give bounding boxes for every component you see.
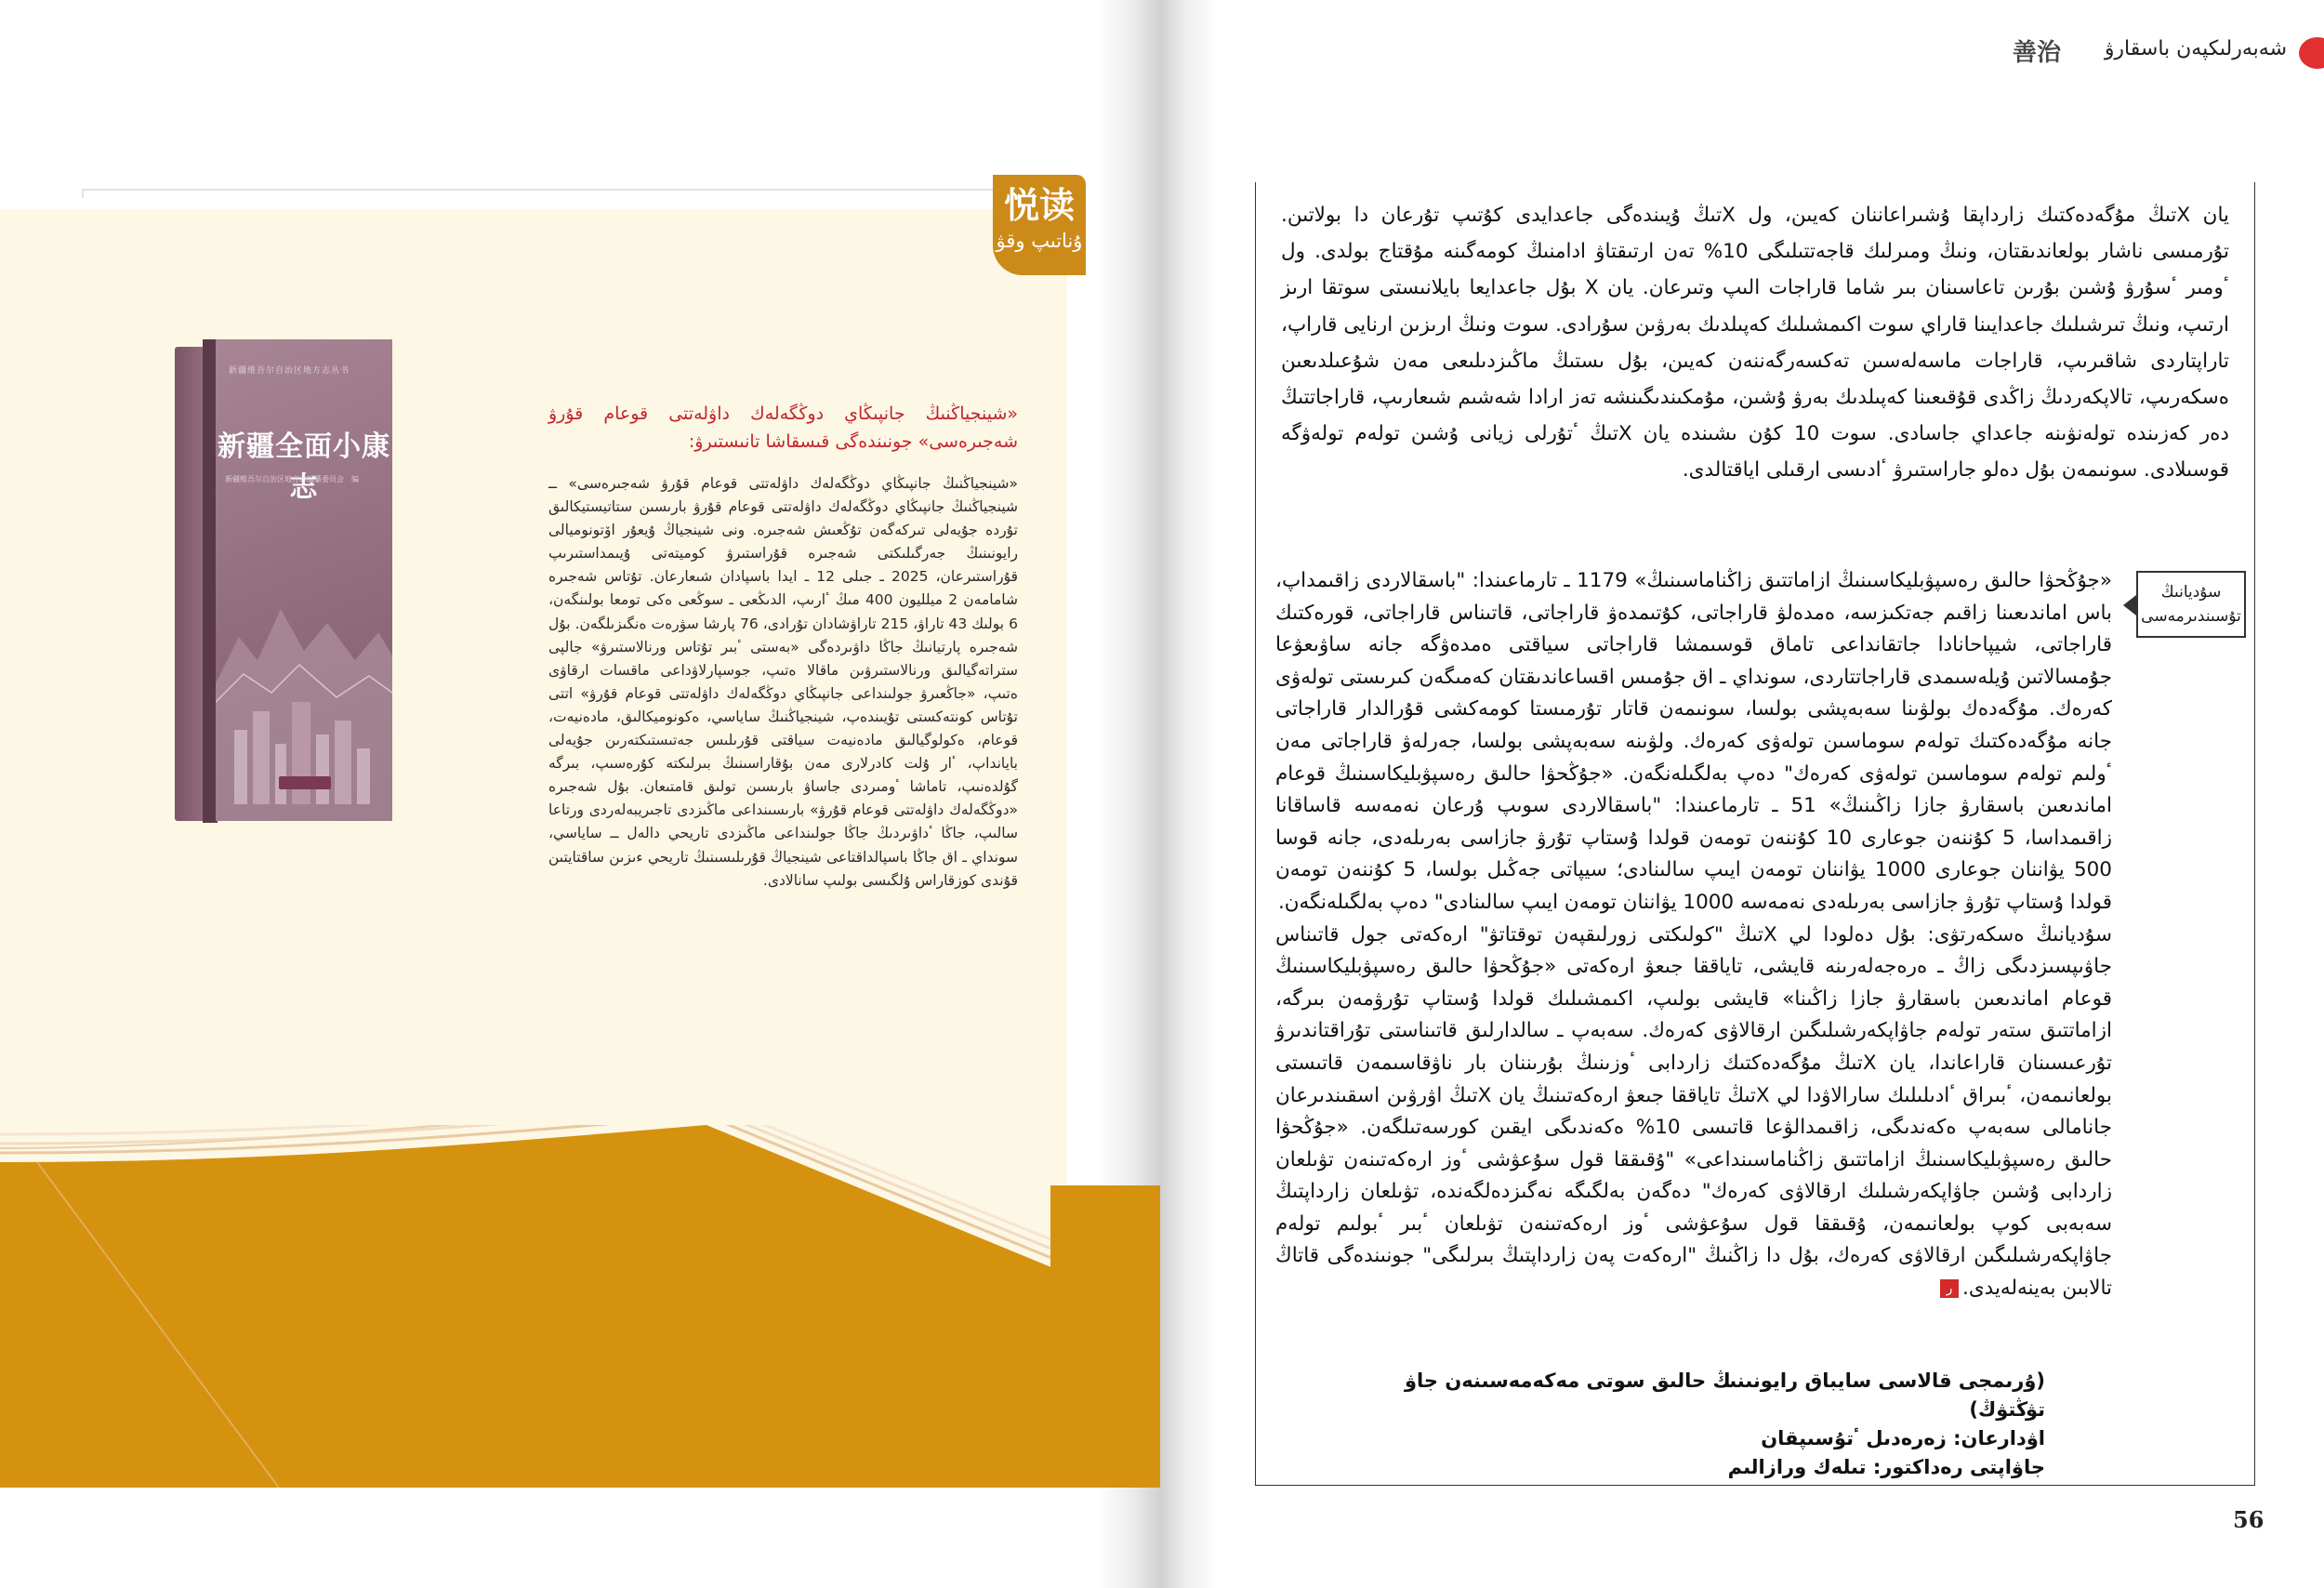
article-paragraph-commentary [1275,920,2112,1305]
article-credits [1394,1367,2045,1482]
book-title: 新疆全面小康志 [218,430,390,504]
article-paragraph-law: «جۇڭحۋا حالىق رەسپۋبليكاسىنىڭ ازاماتتىق زاڭناماسىنىڭ» 1179 ـ تارماعىندا: "باسقالاردى زاقىمداپ، باس اماندىعىنا زاقىم جەتكىزسە، ەمدەلۋ قاراجاتى، كۇتىمدەۋ قاراجاتى، قاتىناس قاراجاتى، قورەكتىك قاراجاتى، شيپاحانادا جاتقانداعى تاماق قوسىمشا قاراجاتى سياقتى ەمدەۋگە جانە ساۋىعۋعا جۇمسالاتىن ۇيلەسىمدى قاراجاتتاردى، سونداي ـ اق جۇمىس اقساعاندىقتان كەمىگەن كىرىستى تولەۋى كەرەك. مۇگەدەك بولۋىنا سەبەپشى بولسا، سونىمەن قاتار تۇرمىستا كومەكشى قۇرالدار قاراجاتى جانە مۇگەدەكتىك تولەم سوماسىن تولەۋى كەرەك. ولۋىنە سەبەپشى بولسا، جەرلەۋ قاراجاتى مەن ٴولىم تولەم سوماسىن تولەۋى كەرەك" دەپ بەلگىلەنگەن. «جۇڭحۋا حالىق رەسپۋبليكاسىنىڭ قوعام اماندىعىن باسقارۋ جازا زاڭىنىڭ» 51 ـ تارماعىندا: "باسقالاردى سوىپ ۇرعان نەمەسە قاساقانا زاقىمداسا، 5 كۇننەن جوعارى 10 كۇننەن تومەن قولدا ۇستاپ تۇرۋ جازاسى بەرىلەدى، جانە قوسا 500 يۋاننان جوعارى 1000 يۋاننان تومەن ايىپ سالىنادى؛ سيپاتى جەڭىل بولسا، 5 كۇننەن تومەن قولدا ۇستاپ تۇرۋ جازاسى بەرىلەدى نەمەسە 1000 يۋاننان تومەن ايىپ سالىنادى" دەپ بەلگىلەنگەن. [1275,569,2113,914]
credit-translator: اۋدارعان: زەرەدىل ٴتۇسىپقان [1761,1427,2045,1449]
section-tag-cn: 悦读 [1003,184,1075,226]
commentary-text: سۇديانىڭ ەسكەرتۋى: بۇل دەلودا لي Xتىڭ "كولىكتى زورلىقپەن توقتاتۋ" ارەكەتى جول قاتىناس جاۋىپسىزدىگى زاڭ ـ ەرەجەلەرىنە قايشى، تاياققا جىعۋ ارەكەتى «جۇڭحۋا حالىق رەسپۋبليكاسىنىڭ قوعام اماندىعىن باسقارۋ جازا زاڭىنا» قايشى بولىپ، اكىمشىلىك قولدا ۇستاپ تۇرۋمەن بىرگە، ازاماتتىق ستەر تولەم جاۋاپكەرشىلىگىن ارقالاۋى كەرەك. سەبەپ ـ سالدارلىق قاتىناستى تۇراقتاندىرۋ تۇرعىسىنان قاراعاندا، يان Xتىڭ مۇگەدەكتىك زاردابى ٴوزىنىڭ بۇرىننان بار ناۋقاسىمەن قاتىستى بولعانىمەن، ٴبىراق ٴادىلىلىك سارالاۋدا لي Xتىڭ تاياققا جىعۋ ارەكەتىنىڭ يان Xتىڭ اۋرۋىن اسقىندىرعان جانامالى سەبەپ ەكەندىگى، زاقىمدالۋعا قاتىسى 10% ەكەندىگى ايقىن كورسەتىلگەن. «جۇڭحۋا حالىق رەسپۋبليكاسىنىڭ ازاماتتىق زاڭناماسىنداعى» "ۇقىققا قول سۇعۋشى ٴوز ارەكەتىنەن تۋىلعان زاردابى ۇشىن جاۋاپكەرشىلىك ارقالاۋى كەرەك" دەگەن بەلگىگە نەگىزدەلگەندە، تۋىلعان زارداپتىڭ سەبەبى كوپ بولعانىمەن، ۇقىققا قول سۇعۋشى ٴوز ارەكەتىنەن تۋىلعان ٴبىر ٴبولىم تولەم جاۋاپكەرشىلىگىن ارقالاۋى كەرەك، بۇل دا زاڭنىڭ "ارەكەت پەن زارداپتىڭ بىرلىگى" جونىندەگى قاتاڭ تالابىن بەينەلەيدى. [1275,922,2113,1301]
book-cover-image [175,339,393,823]
book-introduction [548,400,1018,893]
right-spine-shade [1162,0,1218,1588]
credit-editor: جاۋاپتى رەداكتور: تىلەك ورازالىم [1727,1456,2045,1478]
section-tag-badge [993,175,1086,275]
header-logo: 善治 [2013,39,2062,67]
header-section-title: شەبەرلىكپەن باسقارۋ [2104,37,2287,60]
article-main-text [1275,565,2112,1305]
article-paragraph-intro: يان Xتىڭ مۇگەدەكتىك زارداپقا ۇشىراعاننان كەيىن، ول Xتىڭ ۇيىندەگى جاعدايدى كۇتىپ تۇرعان دا بولاتىن. تۇرمىسى ناشار بولعاندىقتان، ونىڭ ومىرلىك قاجەتتىلىگى 10% تەن ارتىقتاۋ ادامنىڭ كومەگىنە مۇقتاج بولدى. ول ٴومىر ٴسۇرۋ ۇشىن بۇرىن تاعاسىنان بىر شاما قاراجات الىپ وتىرعان. يان X بۇل جاعدايعا بايلانىستى سوتقا ارىز ارتىپ، ونىڭ تىرشىلىك جاعدايىنا قاراي سوت اكىمشىلىك كەپىلدىك بەرۋىن سۇرادى. سوت ونىڭ ارىزىن ارنايى قاراپ، تاراپتاردى شاقىرىپ، قاراجات ماسەلەسىن تەكسەرگەننەن كەيىن، بۇل ىستىڭ ماڭىزدىلىعى مەن شۇعىلدىعىن ەسكەرىپ، تالاپكەردىڭ زاڭدى قۇقىعىنا كەپىلدىك بەرۋ ۇشىن، مۇمكىندىگىنشە تەز ارادا شەشىم شىعارىپ، قاراجاتتىڭ دەر كەزىندە تولەنۋىنە جاعداي جاسادى. سوت 10 كۇن ىشىندە يان Xتىڭ ٴتۇرلى زيانى ۇشىن تولەم تولەۋگە قوسىلادى. سونىمەن بۇل دەلو جاراستىرۋ ٴادىسى ارقىلى اياقتالدى. [1281,204,2229,483]
sidebar-arrow-icon [2123,595,2136,615]
page-number: 56 [2233,1506,2265,1533]
inset-border [82,189,1067,198]
book-introduction-body: «شينجياڭنىڭ جانپىڭاي دوڭگەلەك داۋلەتتى قوعام قۇرۋ شەجىرەسى» ــ شينجياڭنىڭ جانپىڭاي دوڭگەلەك داۋلەتتى قوعام قۇرۋ بارىسىن ستاتيستيكالىق تۇردە جۇيەلى تىركەگەن تۇڭعىش شەجىرە. ونى شينجياڭ ۇيعۇر اۆتونوميالى رايونىنىڭ جەرگىلىكتى شەجىرە قۇراستىرۋ كوميتەتى ۇيىمداستىرىپ قۇراستىرعان، 2025 ـ جىلى 12 ـ ايدا باسپادان شىعارعان. تۇتاس شەجىرە شامامەن 2 ميلليون 400 مىڭ ٴارىپ، الدىڭعى ـ سوڭعى ەكى تومعا بولىنگەن، 6 بولىك 43 تاراۋ، 215 تاراۋشادان تۇرادى، 76 پارشا سۋرەت ەنگىزىلگەن. بۇل شەجىرە پارتيانىڭ جاڭا داۋىردەگى «بەستى ٴبىر تۇتاس ورنالاستىرۋ» جالپى ستراتەگيالىق ورنالاستىرۋىن ماقالا ەتىپ، جوسپارلاۋداعى ماقسات ارقاۋى ەتىپ، «جاڭعىرۋ جولىنداعى جانپىڭاي دوڭگەلەك داۋلەتتى قوعام قۇرۋ» اتتى تۇتاس كونتەكستى تۇيىندەپ، شينجياڭنىڭ ساياسي، ەكونوميكالىق، مادەنيەت، قوعام، ەكولوگيالىق مادەنيەت سياقتى قۇرىلىس جەتىستىكتەرىن جۇيەلى بايانداپ، ٴار ۇلت كادرلارى مەن بۇقاراسىنىڭ بىرلىكتە كۇرەسىپ، بىرگە گۇلدەنىپ، تاماشا ٴومىردى جاساۋ بارىسىن تولىق قامتىعان. بۇل شەجىرە «دوڭگەلەك داۋلەتتى قوعام قۇرۋ» بارىسىنداعى ماڭىزدى تاجىريبەلەردى ورتاعا سالىپ، جاڭا ٴداۋىردىڭ جاڭا جولىنداعى ماڭىزدى تاريحي دالەل ــ ساياسي، سونداي ـ اق جاڭا باسپالداقتاعى شينجياڭ قۇرىلىسىنىڭ تاريحي ءىزىن ساقتايتىن قۇندى كوزقاراس ۇلگىسى بولىپ سانالادى. [548,475,1019,889]
orange-side-block [1050,1185,1160,1488]
section-tag-ug: ۇناتىپ وقۋ [996,230,1083,252]
judge-commentary-label: سۇديانىڭ تۇسىندىرمەسى [2136,571,2246,638]
open-book-pages-graphic [0,1125,1067,1488]
article-end-mark-icon: ر [1940,1279,1959,1298]
book-series-name: 新疆维吾尔自治区地方志丛书 [229,366,350,376]
book-front-cover [216,339,392,821]
publisher-mark [279,776,331,789]
credit-source: (ۇرىمجى قالاسى سايباق رايونىنىڭ حالىق سوتى مەكەمەسىنەن جاۋ تۋڭتۋڭ) [1404,1370,2045,1421]
book-editor: 新疆维吾尔自治区地方志编纂委员会 编 [225,475,359,483]
book-introduction-title: «شينجياڭنىڭ جانپىڭاي دوڭگەلەك داۋلەتتى قوعام قۇرۋ شەجىرەسى» جونىندەگى قىسقاشا تانىستىرۋ: [548,404,1018,452]
